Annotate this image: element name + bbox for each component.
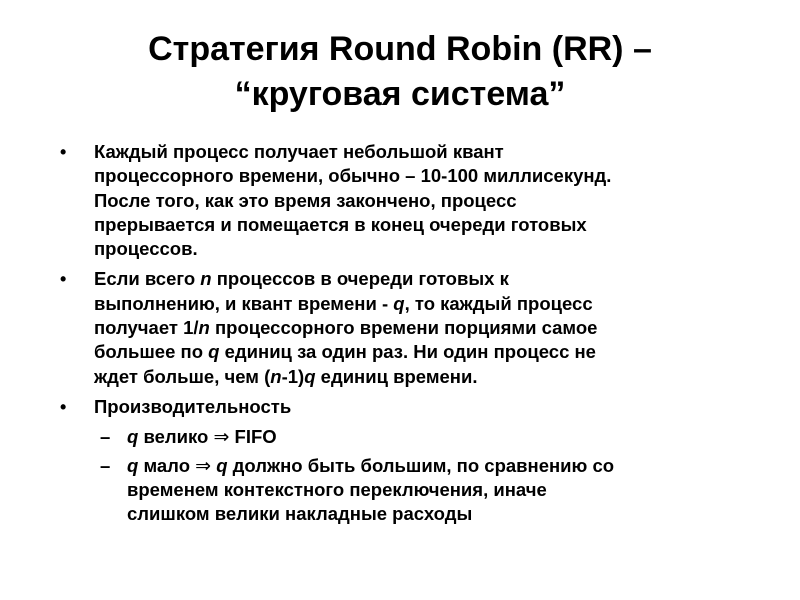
text-line: q мало ⇒ q должно быть большим, по сравнению со [127,454,615,477]
title-line-2: “круговая система” [234,75,566,113]
var-q: q [216,454,228,476]
var-q: q [127,426,139,448]
text-line: процессорного времени, обычно – 10-100 миллисекунд. [94,165,612,187]
text-line: ждет больше, чем (n-1)q единиц времени. [94,365,478,387]
subbullet-q-large [60,425,760,449]
bullet-marker: • [60,142,67,162]
bullet-n-processes [60,267,760,388]
text-line: Каждый процесс получает небольшой квант [94,141,504,162]
text-line: большее по q единиц за один раз. Ни один процесс не [94,341,596,363]
text-line: процессов. [94,238,198,260]
var-q: q [304,365,316,387]
bullet-quantum [60,140,760,261]
bullet-marker: • [60,269,67,290]
slide-title [40,27,760,117]
var-n: n [270,365,282,387]
title-line-1: Стратегия Round Robin (RR) – [148,30,652,68]
text-line: выполнению, и квант времени - q, то каждый процесс [94,292,593,314]
slide-content [60,140,760,530]
implies-arrow-icon: ⇒ [213,426,230,449]
subbullet-q-small [60,454,760,527]
text-line: получает 1/n процессорного времени порциями самое [94,317,598,339]
text-line: слишком велики накладные расходы [127,503,473,525]
implies-arrow-icon: ⇒ [195,454,212,477]
var-q: q [127,454,139,476]
dash-marker: – [100,454,111,476]
text-line: прерывается и помещается в конец очереди готовых [94,213,587,235]
var-q: q [393,292,405,314]
bullet-marker: • [60,396,67,417]
text-line: Производительность [94,395,292,417]
text-line: После того, как это время закончено, процесс [94,189,517,211]
bullet-performance [60,395,760,419]
var-n: n [198,317,210,339]
dash-marker: – [100,426,111,448]
var-n: n [200,268,212,290]
var-q: q [208,341,220,363]
text-line: Если всего n процессов в очереди готовых к [94,268,509,290]
text-line: q велико ⇒ FIFO [127,426,277,449]
text-line: временем контекстного переключения, иначе [127,478,547,500]
